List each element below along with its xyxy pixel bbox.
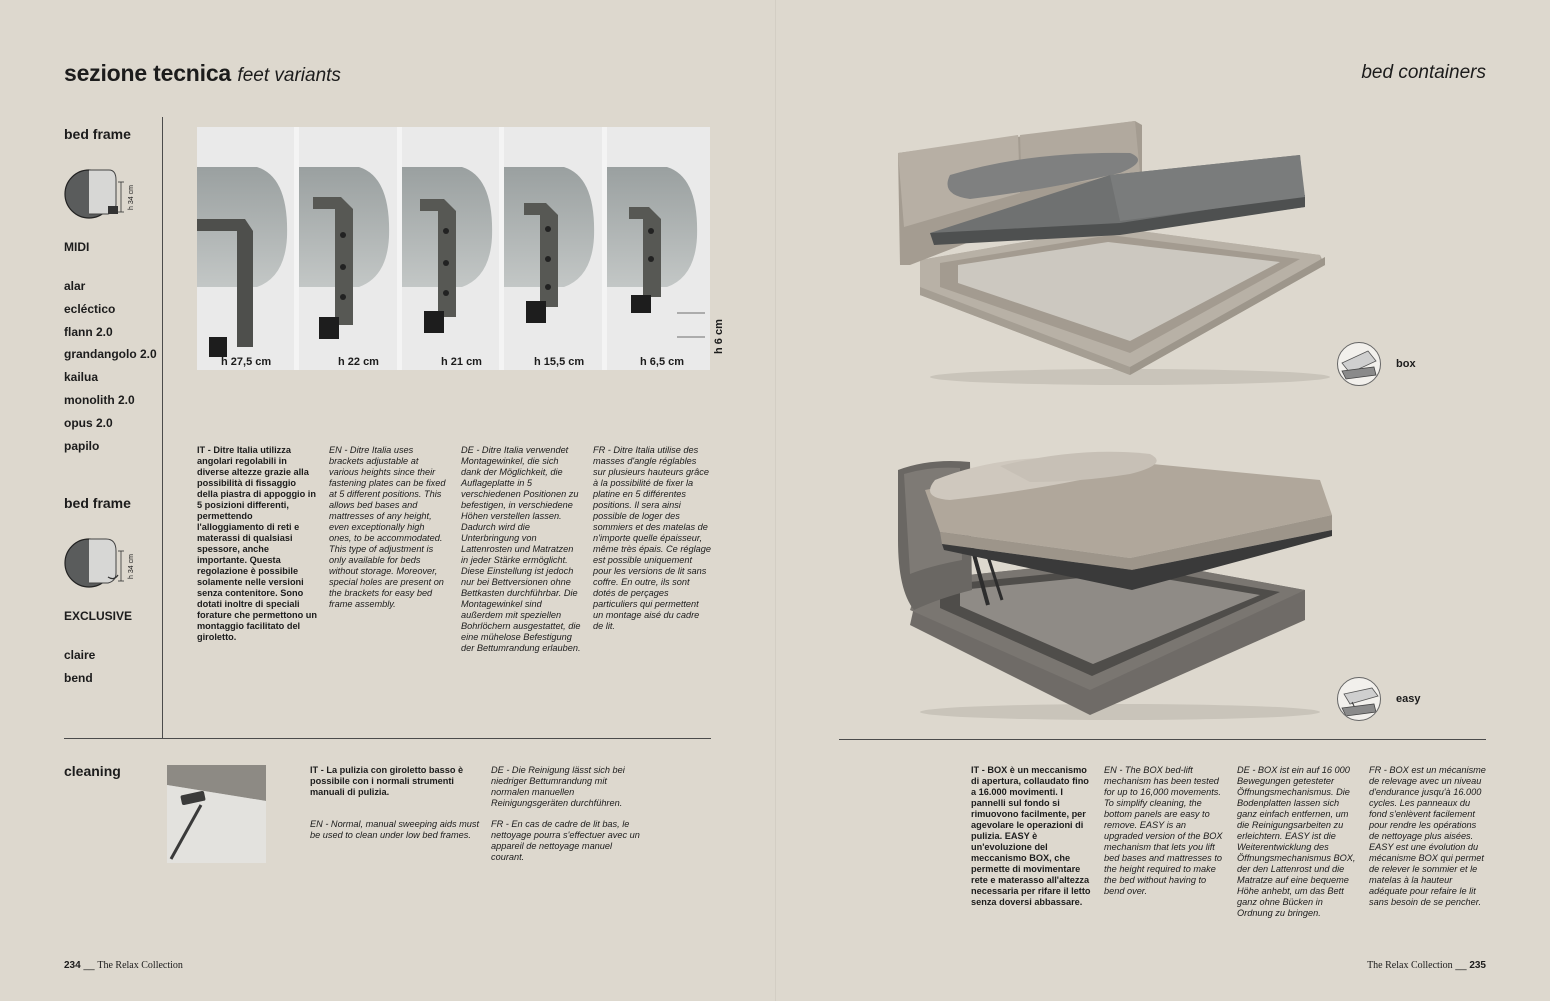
page-title-right: bed containers [1361, 62, 1486, 83]
feet-text-de: DE - Ditre Italia verwendet Montagewinkel, die sich dank der Möglichkeit, die Auflageplatte in 5 verschiedenen Positionen zu befestigen, in verschiedene Höhen verstellen lassen. Dadurch wird die Unterbringung von Lattenrosten und Matratzen in jeder Stärke ermöglicht. Diese Einstellung ist jedoch nur bei Bettversionen ohne Bettkasten durchführbar. Die Montagewinkel sind außerdem mit speziellen Bohrlöchern ausgestattet, die eine mühelose Befestigung der Bettumrandung erlauben. [461, 445, 581, 653]
side-height-label [713, 318, 737, 358]
footer-right: The Relax Collection __ 235 [1367, 960, 1486, 971]
cleaning-photo [167, 765, 266, 863]
cleaning-text-en: EN - Normal, manual sweeping aids must be used to clean under low bed frames. [310, 819, 480, 840]
midi-model-list [64, 278, 157, 460]
bed-frame-heading-2: bed frame [64, 495, 131, 511]
easy-label: easy [1396, 693, 1421, 705]
box-mechanism-icon [1337, 342, 1381, 386]
foot-height-label: h 15,5 cm [534, 356, 585, 368]
footer-collection-left: The Relax Collection [97, 960, 183, 971]
feet-variants-photo-strip [197, 127, 710, 370]
easy-mechanism-icon [1337, 677, 1381, 721]
foot-height-label: h 27,5 cm [221, 356, 272, 368]
container-text-en: EN - The BOX bed-lift mechanism has been tested for up to 16,000 movements. To simplify cleaning, the bottom panels are easy to remove. EASY is an upgraded version of the BOX mechanism that lets you lift bed bases and mattresses to the height required to make the bed without having to bend over. [1104, 765, 1223, 896]
collection-exclusive: EXCLUSIVE [64, 609, 133, 623]
model-item: bend [64, 670, 93, 685]
model-item: opus 2.0 [64, 415, 113, 430]
cleaning-heading: cleaning [64, 763, 121, 779]
footer-left: 234 __ The Relax Collection [64, 960, 183, 971]
cleaning-text-it: IT - La pulizia con giroletto basso è possibile con i normali strumenti manuali di pulizia. [310, 765, 464, 797]
foot-height-label: h 6,5 cm [640, 356, 685, 368]
frame-dimension-1: h 34 cm [128, 185, 135, 210]
model-item: kailua [64, 370, 99, 385]
feet-text-fr: FR - Ditre Italia utilise des masses d'angle réglables sur plusieurs hauteurs grâce à la possibilité de fixer la platine en 5 différentes positions. Il sera ainsi possible de loger des sommiers et des matelas de n'importe quelle épaisseur, même très épais. Ce réglage est possible uniquement pour les versions de lit sans coffre. En outre, ils sont dotés de perçages particuliers qui permettent un montage aisé du cadre de lit. [593, 445, 711, 631]
bed-frame-heading-1: bed frame [64, 126, 131, 142]
title-italic: feet variants [237, 65, 341, 86]
frame-dimension-2: h 34 cm [128, 554, 135, 579]
frame-profile-icon-1 [64, 168, 144, 220]
box-bed-image [880, 115, 1340, 390]
section-divider-left [64, 738, 711, 739]
model-item: flann 2.0 [64, 324, 113, 339]
cleaning-text-de: DE - Die Reinigung lässt sich bei niedriger Bettumrandung mit normalen manuellen Reinigungsgeräten durchführen. [491, 765, 625, 808]
frame-profile-icon-2 [64, 537, 144, 589]
model-item: grandangolo 2.0 [64, 347, 157, 362]
exclusive-model-list [64, 647, 95, 693]
model-item: claire [64, 648, 96, 662]
footer-collection-right: The Relax Collection [1367, 960, 1453, 971]
model-item: alar [64, 279, 86, 293]
container-text-fr: FR - BOX est un mécanisme de relevage avec un niveau d'endurance jusqu'à 16.000 cycles. Les panneaux du fond s'enlèvent facilement pour rendre les opérations de nettoyage plus aisées. EASY est une évolution du mécanisme BOX qui permet de relever le sommier et le matelas à la hauteur adéquate pour refaire le lit sans besoin de se pencher. [1369, 765, 1486, 907]
easy-bed-image [880, 440, 1340, 725]
feet-text-en: EN - Ditre Italia uses brackets adjustable at various heights since their fastening plates can be fixed at 5 different positions. This allows bed bases and mattresses of any height, even exceptionally high ones, to be accommodated. This type of adjustment is only available for beds without storage. Moreover, special holes are present on the brackets for easy bed frame assembly. [329, 445, 446, 609]
column-divider [162, 117, 163, 738]
page-title-left [64, 60, 341, 87]
side-height-text: h 6 cm [713, 319, 725, 354]
box-label: box [1396, 358, 1416, 370]
foot-height-label: h 21 cm [441, 356, 482, 368]
feet-text-it: IT - Ditre Italia utilizza angolari regolabili in diverse altezze grazie alla possibilità di fissaggio della piastra di appoggio in 5 posizioni differenti, permettendo l'alloggiamento di reti e materassi di qualsiasi spessore, anche importante. Questa regolazione è possibile solamente nelle versioni senza contenitore. Sono dotati inoltre di speciali forature che permettono un montaggio facilitato del giroletto. [197, 445, 317, 642]
title-bold: sezione tecnica [64, 60, 232, 86]
container-text-it: IT - BOX è un meccanismo di apertura, collaudato fino a 16.000 movimenti. I pannelli sul fondo si rimuovono facilmente, per agevolare le operazioni di pulizia. EASY è un'evoluzione del meccanismo BOX, che permette di movimentare rete e materasso all'altezza necessaria per rifare il letto senza doversi abbassare. [971, 765, 1091, 907]
foot-height-label: h 22 cm [338, 356, 379, 368]
model-item: monolith 2.0 [64, 392, 135, 407]
model-item: ecléctico [64, 301, 116, 316]
collection-midi: MIDI [64, 240, 90, 254]
page-number-left: 234 [64, 960, 81, 971]
page-gutter [775, 0, 776, 1001]
cleaning-text-fr: FR - En cas de cadre de lit bas, le nettoyage pourra s'effectuer avec un appareil de nettoyage manuel courant. [491, 819, 640, 862]
section-divider-right [839, 739, 1486, 740]
container-text-de: DE - BOX ist ein auf 16 000 Bewegungen getesteter Öffnungsmechanismus. Die Bodenplatten lassen sich ganz einfach entfernen, um die Reinigungsarbeiten zu erleichtern. EASY ist die Weiterentwicklung des Öffnungsmechanismus BOX, der den Lattenrost und die Matratze auf eine bequeme Höhe anhebt, um das Bett ganz ohne Bücken in Ordnung zu bringen. [1237, 765, 1356, 918]
page-number-right: 235 [1469, 960, 1486, 971]
model-item: papilo [64, 438, 100, 453]
